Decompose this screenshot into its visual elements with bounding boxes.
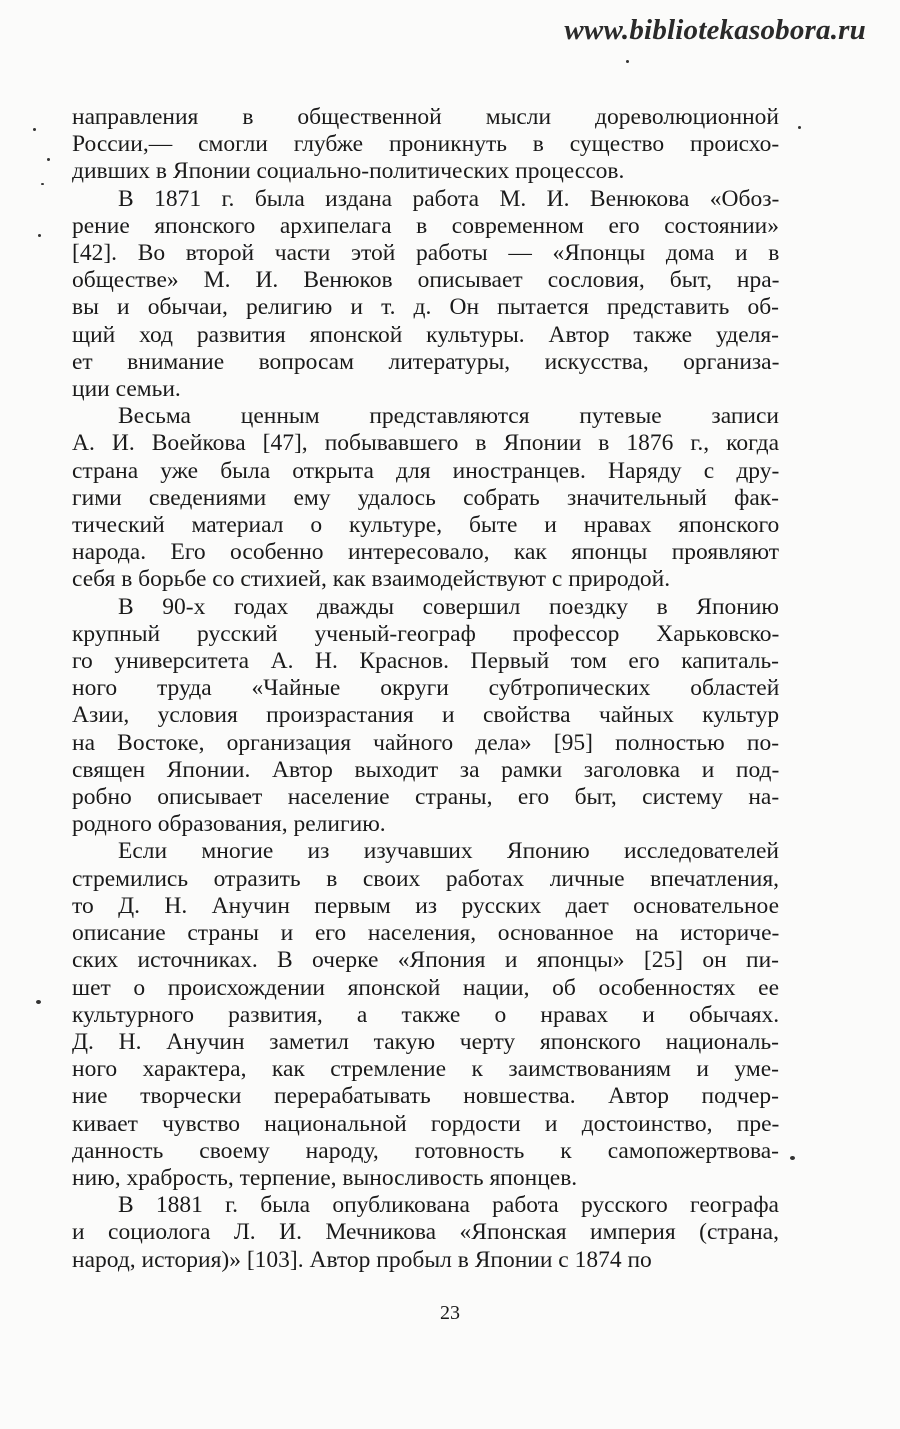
text-line: гими сведениями ему удалось собрать значительный фак-: [72, 484, 779, 511]
text-line: стремились отразить в своих работах личные впечатления,: [72, 865, 779, 892]
text-line: А. И. Воейкова [47], побывавшего в Японии в 1876 г., когда: [72, 430, 779, 457]
scan-speck: [626, 60, 629, 63]
paragraph: [72, 1192, 779, 1274]
text-line: В 1881 г. была опубликована работа русского географа: [118, 1192, 779, 1219]
scan-speck: [47, 158, 50, 161]
paragraph: [72, 838, 779, 1192]
scan-speck: [33, 128, 36, 131]
paragraph: [72, 594, 779, 839]
site-watermark: www.bibliotekasobora.ru: [564, 14, 866, 46]
text-line: описание страны и его населения, основанное на историче-: [72, 920, 779, 947]
text-line: ного характера, как стремление к заимствованиям и уме-: [72, 1056, 779, 1083]
text-line: культурного развития, а также о нравах и обычаях.: [72, 1001, 779, 1028]
text-line: ских источниках. В очерке «Япония и японцы» [25] он пи-: [72, 947, 779, 974]
text-line: тический материал о культуре, быте и нравах японского: [72, 512, 779, 539]
text-line: вы и обычаи, религию и т. д. Он пытается представить об-: [72, 294, 779, 321]
page-number: 23: [440, 1302, 460, 1324]
text-line: В 90-х годах дважды совершил поездку в Японию: [118, 593, 779, 620]
text-line: робно описывает население страны, его быт, систему на-: [72, 784, 779, 811]
scan-speck: [790, 1156, 795, 1160]
text-line: крупный русский ученый-географ профессор Харьковско-: [72, 620, 779, 647]
text-line: ции семьи.: [72, 376, 181, 403]
text-line: нию, храбрость, терпение, выносливость японцев.: [72, 1164, 578, 1191]
text-line: рение японского архипелага в современном его состоянии»: [72, 212, 779, 239]
text-line: го университета А. Н. Краснов. Первый том его капиталь-: [72, 648, 779, 675]
body-text: [72, 104, 779, 1274]
text-line: Д. Н. Анучин заметил такую черту японского националь-: [72, 1028, 779, 1055]
text-line: направления в общественной мысли дореволюционной: [72, 104, 779, 130]
paragraph: [72, 104, 779, 186]
text-line: страна уже была открыта для иностранцев. Наряду с дру-: [72, 457, 779, 484]
text-line: дивших в Японии социально-политических процессов.: [72, 158, 625, 185]
scan-speck: [38, 234, 41, 237]
text-line: то Д. Н. Анучин первым из русских дает основательное: [72, 892, 779, 919]
paragraph: [72, 403, 779, 593]
text-line: народа. Его особенно интересовало, как японцы проявляют: [72, 539, 779, 566]
text-line: Азии, условия произрастания и свойства чайных культур: [72, 702, 779, 729]
text-line: данность своему народу, готовность к самопожертвова-: [72, 1137, 779, 1164]
text-line: В 1871 г. была издана работа М. И. Венюкова «Обоз-: [118, 185, 779, 212]
text-line: щий ход развития японской культуры. Автор также уделя-: [72, 321, 779, 348]
text-line: и социолога Л. И. Мечникова «Японская империя (страна,: [72, 1219, 779, 1246]
text-line: России,— смогли глубже проникнуть в существо происхо-: [72, 131, 779, 158]
text-line: народ, история)» [103]. Автор пробыл в Японии с 1874 по: [72, 1246, 652, 1273]
scan-speck: [41, 183, 44, 185]
scan-speck: [36, 1000, 41, 1004]
text-line: Если многие из изучавших Японию исследователей: [118, 838, 779, 865]
text-line: ного труда «Чайные округи субтропических областей: [72, 675, 779, 702]
text-line: на Востоке, организация чайного дела» [95] полностью по-: [72, 729, 779, 756]
text-line: шет о происхождении японской нации, об особенностях ее: [72, 974, 779, 1001]
text-line: [42]. Во второй части этой работы — «Японцы дома и в: [72, 240, 779, 267]
text-line: кивает чувство национальной гордости и достоинство, пре-: [72, 1110, 779, 1137]
text-line: священ Японии. Автор выходит за рамки заголовка и под-: [72, 756, 779, 783]
text-line: обществе» М. И. Венюков описывает сословия, быт, нра-: [72, 267, 779, 294]
paragraph: [72, 186, 779, 404]
text-line: ет внимание вопросам литературы, искусства, организа-: [72, 348, 779, 375]
text-line: себя в борьбе со стихией, как взаимодействуют с природой.: [72, 566, 671, 593]
text-line: ние творчески перерабатывать новшества. Автор подчер-: [72, 1083, 779, 1110]
text-line: родного образования, религию.: [72, 811, 386, 838]
text-line: Весьма ценным представляются путевые записи: [118, 403, 779, 430]
scan-speck: [798, 126, 801, 129]
